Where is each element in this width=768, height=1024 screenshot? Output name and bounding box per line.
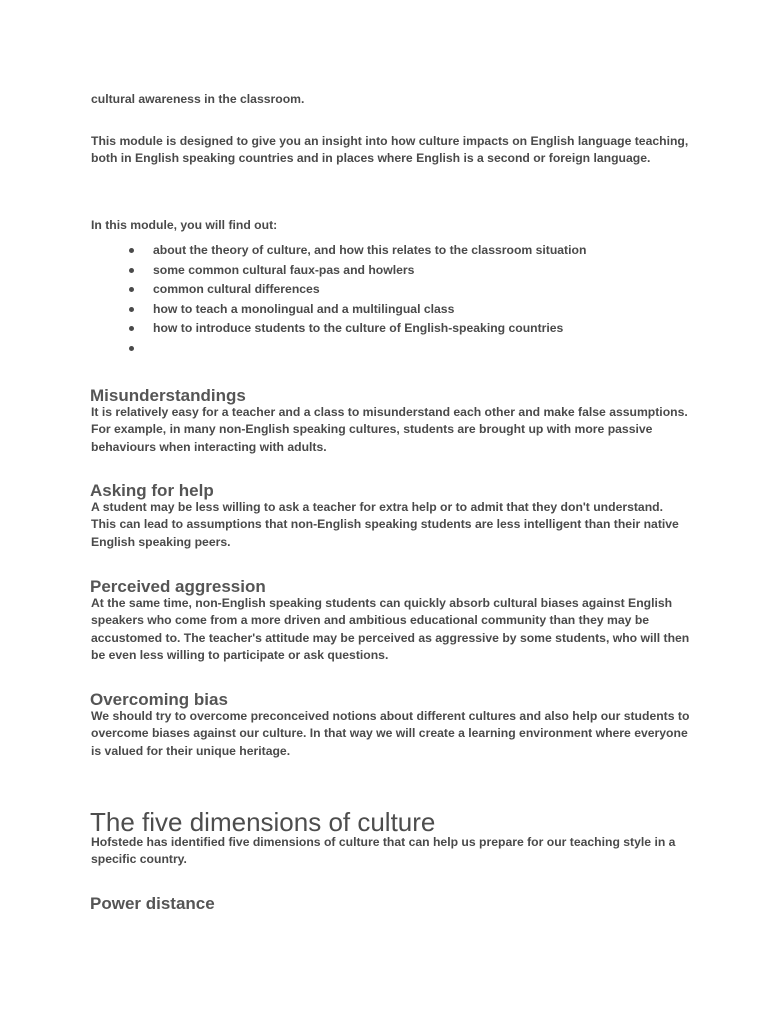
list-item — [0, 301, 620, 321]
find-out-label: In this module, you will find out: — [91, 218, 278, 232]
list-item — [0, 281, 620, 301]
misunderstandings-body: It is relatively easy for a teacher and a class to misunderstand each other and make false assumptions. For example, in many non-English speaking cultures, students are brought up with more passive behaviours when interacting with adults. — [91, 405, 688, 454]
misunderstandings-heading: Misunderstandings — [90, 386, 246, 405]
bullet-icon — [129, 326, 134, 331]
power-distance-heading: Power distance — [90, 894, 215, 913]
list-item-text: how to teach a monolingual and a multilingual class — [153, 302, 455, 316]
bullet-icon — [129, 346, 134, 351]
list-item — [0, 320, 620, 340]
dimensions-heading: The five dimensions of culture — [90, 807, 436, 837]
bullet-icon — [129, 268, 134, 273]
list-item — [0, 262, 620, 282]
list-item-text: common cultural differences — [153, 282, 320, 296]
overcoming-bias-heading: Overcoming bias — [90, 690, 228, 709]
module-description: This module is designed to give you an insight into how culture impacts on English language teaching, both in English speaking countries and in places where English is a second or foreign language. — [91, 134, 689, 166]
bullet-icon — [129, 287, 134, 292]
asking-for-help-body: A student may be less willing to ask a teacher for extra help or to admit that they don't understand. This can lead to assumptions that non-English speaking students are less intelligent than their native English speaking peers. — [91, 500, 679, 549]
list-item — [0, 340, 620, 360]
perceived-aggression-heading: Perceived aggression — [90, 577, 266, 596]
bullet-icon — [129, 307, 134, 312]
list-item-text: some common cultural faux-pas and howlers — [153, 263, 415, 277]
intro-fragment: cultural awareness in the classroom. — [91, 92, 305, 106]
list-item-text: about the theory of culture, and how this relates to the classroom situation — [153, 243, 587, 257]
perceived-aggression-body: At the same time, non-English speaking students can quickly absorb cultural biases against English speakers who come from a more driven and ambitious educational community than they may be accustomed to. The teacher's attitude may be perceived as aggressive by some students, who will then be even less willing to participate or ask questions. — [91, 596, 690, 663]
list-item — [0, 242, 620, 262]
bullet-icon — [129, 248, 134, 253]
list-item-text: how to introduce students to the culture of English-speaking countries — [153, 321, 564, 335]
asking-for-help-heading: Asking for help — [90, 481, 214, 500]
overcoming-bias-body: We should try to overcome preconceived notions about different cultures and also help our students to overcome biases against our culture. In that way we will create a learning environment where everyone is valued for their unique heritage. — [91, 709, 690, 758]
dimensions-body: Hofstede has identified five dimensions of culture that can help us prepare for our teaching style in a specific country. — [91, 835, 676, 867]
